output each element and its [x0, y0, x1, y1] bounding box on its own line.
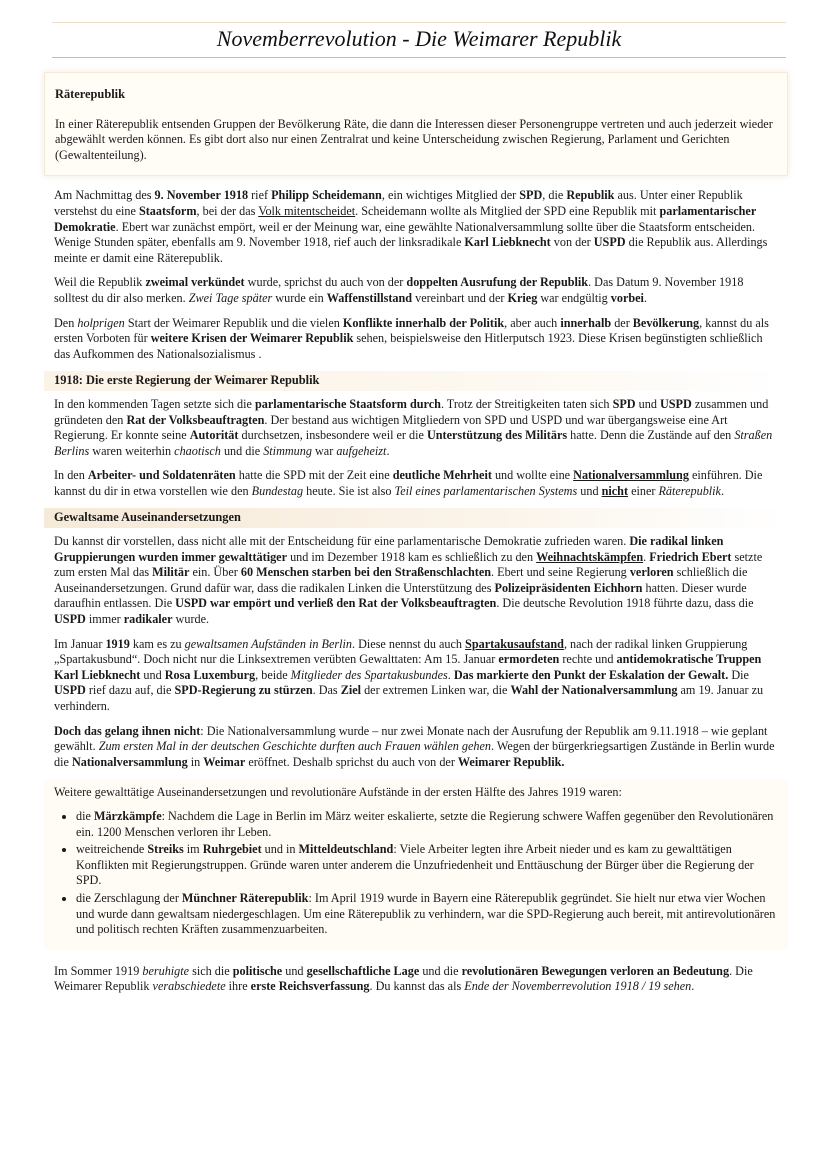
document-body [44, 72, 788, 1004]
paragraph-9: Im Sommer 1919 beruhigte sich die politische und gesellschaftliche Lage und die revolutionären Bewegungen verloren an Bedeutung. Die Weimarer Republik verabschiedete ihre erste Reichsverfassung. Du kannst das als Ende der Novemberrevolution 1918 / 19 sehen. [54, 963, 753, 994]
definition-heading: Räterepublik [55, 87, 125, 101]
title-row [52, 26, 786, 52]
list-item-maerzkaempfe: • die Märzkämpfe: Nachdem die Lage in Berlin im März weiter eskalierte, setzte die Regierung schwere Waffen gegenüber den Revolutionären ein. 1200 Menschen verloren ihr Leben. [76, 809, 778, 840]
paragraph-6: Du kannst dir vorstellen, dass nicht alle mit der Entscheidung für eine parlamentarische Demokratie zufrieden waren. Die radikal linken Gruppierungen wurden immer gewalttätiger und im Dezember 1918 kam es schließlich zu den Weihnachtskämpfen. Friedrich Ebert setzte zum ersten Mal das Militär ein. Über 60 Menschen starben bei den Straßenschlachten. Ebert und seine Regierung verloren schließlich die Auseinandersetzungen. Grund dafür war, dass die radikalen Linken die Unterstützung des Polizeipräsidenten Eichhorn hatten. Dieser wurde daraufhin entlassen. Die USPD war empört und verließ den Rat der Volksbeauftragten. Die deutsche Revolution 1918 führte dazu, dass die USPD immer radikaler wurde. [54, 534, 763, 627]
paragraph-5: In den Arbeiter- und Soldatenräten hatte die SPD mit der Zeit eine deutliche Mehrheit und wollte eine Nationalversammlung einführen. Die kannst du dir in etwa vorstellen wie den Bundestag heute. Sie ist also Teil eines parlamentarischen Systems und nicht einer Räterepublik. [54, 468, 763, 498]
page-title: Novemberrevolution - Die Weimarer Republik [216, 26, 622, 51]
paragraph-8: Doch das gelang ihnen nicht: Die Nationalversammlung wurde – nur zwei Monate nach der Ausrufung der Republik am 9.11.1918 – wie geplant gewählt. Zum ersten Mal in der deutschen Geschichte durften auch Frauen wählen gehen. Wegen der bürgerkriegsartigen Zustände in Berlin wurde die Nationalversammlung in Weimar eröffnet. Deshalb sprichst du auch von der Weimarer Republik. [54, 723, 775, 769]
paragraph-7: Im Januar 1919 kam es zu gewaltsamen Aufständen in Berlin. Diese nennst du auch Spartakusaufstand, nach der radikal linken Gruppierung „Spartakusbund“. Doch nicht nur die Linksextremen verübten Gewalttaten: Am 15. Januar ermordeten rechte und antidemokratische Truppen Karl Liebknecht und Rosa Luxemburg, beide Mitglieder des Spartakusbundes. Das markierte den Punkt der Eskalation der Gewalt. Die USPD rief dazu auf, die SPD-Regierung zu stürzen. Das Ziel der extremen Linken war, die Wahl der Nationalversammlung am 19. Januar zu verhindern. [54, 636, 764, 713]
paragraph-1: Am Nachmittag des 9. November 1918 rief Philipp Scheidemann, ein wichtiges Mitglied der SPD, die Republik aus. Unter einer Republik verstehst du eine Staatsform, bei der das Volk mitentscheidet. Scheidemann wollte als Mitglied der SPD eine Republik mit parlamentarischer Demokratie. Ebert war zunächst empört, weil er der Meinung war, eine gewählte Nationalversammlung sollte über die Staatsform entscheiden. Wenige Stunden später, ebenfalls am 9. November 1918, rief auch der linksradikale Karl Liebknecht von der USPD die Republik aus. Allerdings meinte er damit eine Räterepublik. [54, 188, 768, 265]
section-heading-violent-conflicts: Gewaltsame Auseinandersetzungen [44, 508, 788, 528]
section-heading-first-government: 1918: Die erste Regierung der Weimarer Republik [44, 371, 788, 391]
definition-box [44, 72, 788, 176]
conflicts-list [54, 809, 778, 938]
definition-text: In einer Räterepublik entsenden Gruppen der Bevölkerung Räte, die dann die Interessen dieser Personengruppe vertreten und auch jederzeit wieder abgewählt werden können. Es gibt dort also nur einen Zentralrat und keine Unterscheidung zwischen Regierung, Parlament und Gerichten (Gewaltenteilung). [55, 116, 773, 162]
title-rule [52, 57, 786, 58]
list-intro: Weitere gewalttätige Auseinandersetzungen und revolutionäre Aufstände in der ersten Hälfte des Jahres 1919 waren: [54, 785, 622, 800]
paragraph-3: Den holprigen Start der Weimarer Republik und die vielen Konflikte innerhalb der Politik, aber auch innerhalb der Bevölkerung, kannst du als ersten Vorboten für weitere Krisen der Weimarer Republik sehen, beispielsweise den Hitlerputsch 1923. Diese Krisen begünstigten schließlich das Aufkommen des Nationalsozialismus . [54, 315, 769, 361]
top-rule [52, 22, 786, 23]
conflicts-list-box [44, 779, 788, 949]
paragraph-4: In den kommenden Tagen setzte sich die parlamentarische Staatsform durch. Trotz der Streitigkeiten taten sich SPD und USPD zusammen und gründeten den Rat der Volksbeauftragten. Der bestand aus wichtigen Mitgliedern von SPD und USPD und war übergangsweise eine Art Regierung. Er konnte seine Autorität durchsetzen, insbesondere weil er die Unterstützung des Militärs hatte. Denn die Zustände auf den Straßen Berlins waren weiterhin chaotisch und die Stimmung war aufgeheizt. [54, 396, 773, 458]
list-item-streiks: • weitreichende Streiks im Ruhrgebiet und in Mitteldeutschland: Viele Arbeiter legten ihre Arbeit nieder und es kam zu gewalttätigen Konflikten mit Regierungstruppen. Gründe waren unter anderem die Unzufriedenheit und Enttäuschung der Bürger über die Regierung der SPD. [76, 842, 778, 889]
list-item-muenchner-raeterepublik: • die Zerschlagung der Münchner Räterepublik: Im April 1919 wurde in Bayern eine Räterepublik gegründet. Sie hielt nur etwa vier Wochen und wurde dann gewaltsam niedergeschlagen. Um eine Räterepublik zu verhindern, war die SPD-Regierung auch bereit, mit antirevolutionären und politisch rechten Kräften zusammenzuarbeiten. [76, 891, 778, 938]
paragraph-2: Weil die Republik zweimal verkündet wurde, sprichst du auch von der doppelten Ausrufung der Republik. Das Datum 9. November 1918 solltest du dir also merken. Zwei Tage später wurde ein Waffenstillstand vereinbart und der Krieg war endgültig vorbei. [54, 275, 744, 305]
